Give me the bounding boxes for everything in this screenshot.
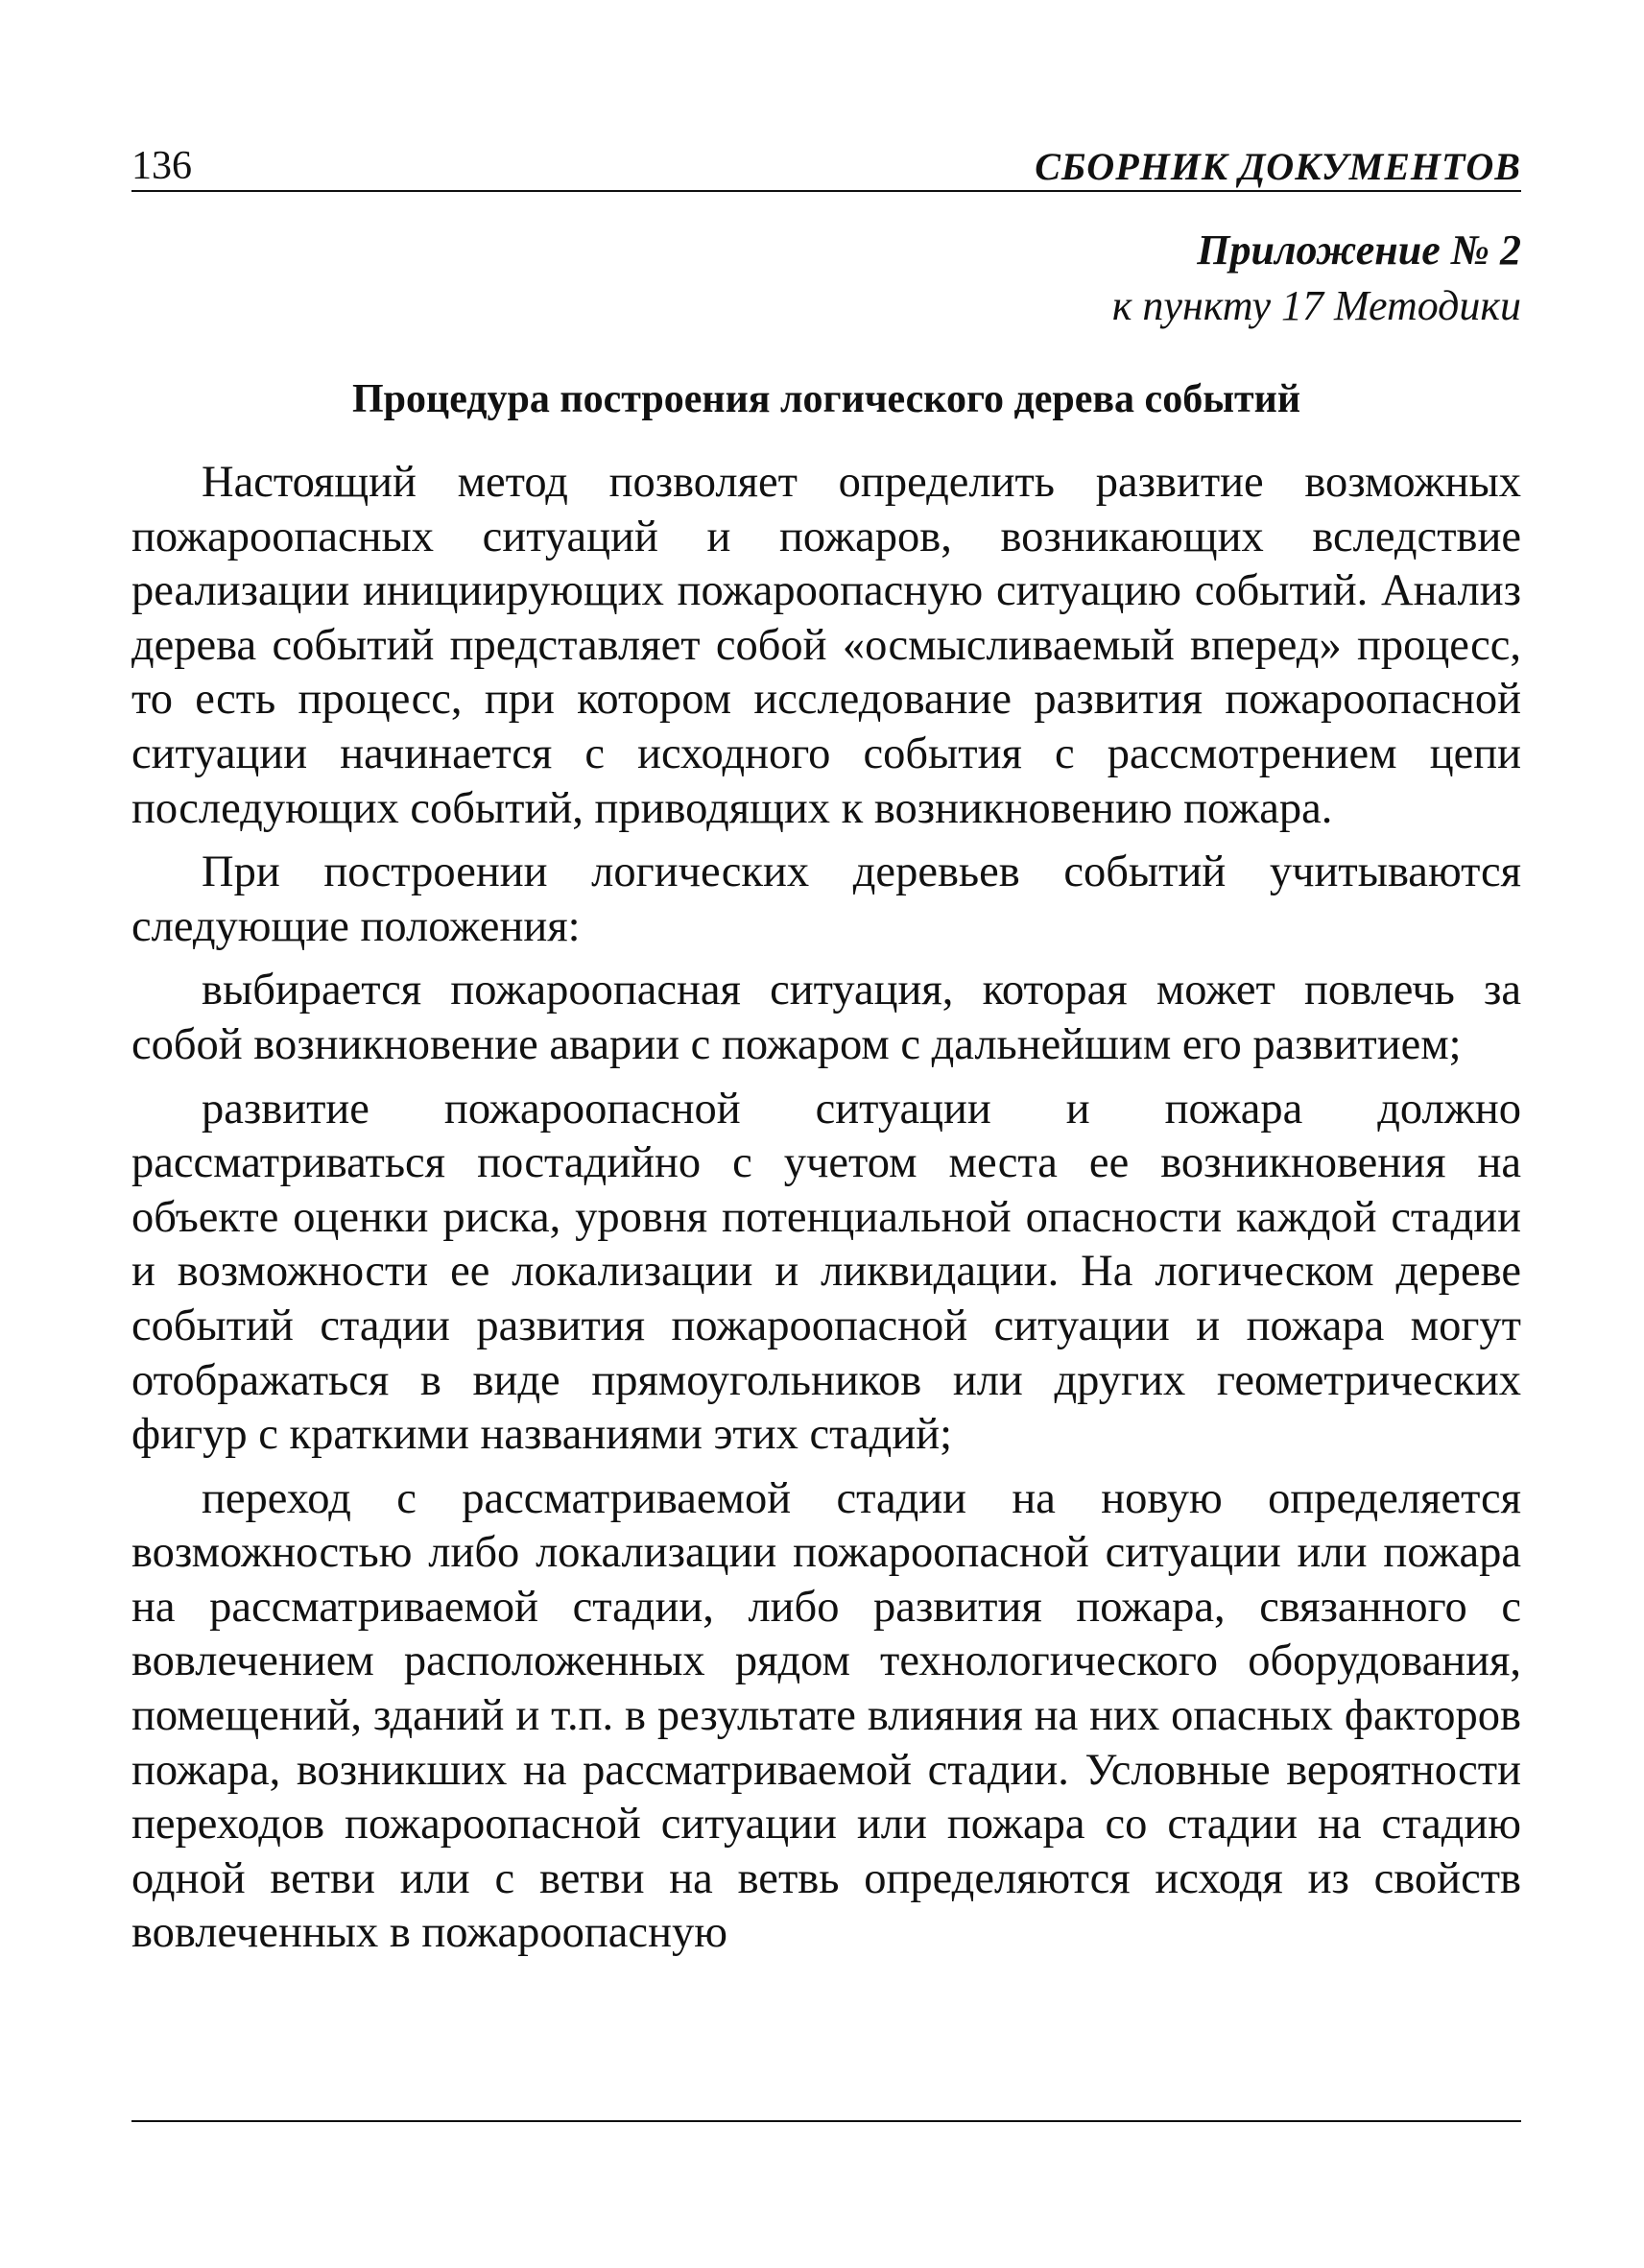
body-text — [131, 456, 1521, 1970]
collection-title: СБОРНИК ДОКУМЕНТОВ — [1035, 145, 1521, 188]
paragraph: выбирается пожароопасная ситуация, которая может повлечь за собой возникновение аварии с пожаром с дальнейшим его развитием; — [131, 966, 1521, 1069]
page-number: 136 — [131, 144, 192, 188]
paragraph: развитие пожароопасной ситуации и пожара должно рассматриваться постадийно с учетом места ее возникновения на объекте оценки риска, уровня потенциальной опасности каждой стадии и возможности ее локализации и ликвидации. На логическом дереве событий стадии развития пожароопасной ситуации и пожара могут отображаться в виде прямоугольников или других геометрических фигур с краткими названиями этих стадий; — [131, 1084, 1521, 1460]
running-head — [131, 134, 1521, 192]
paragraph: При построении логических деревьев событий учитываются следующие положения: — [131, 848, 1521, 951]
appendix-label — [1112, 223, 1521, 334]
appendix-reference: к пункту 17 Методики — [1111, 282, 1521, 329]
footer-divider — [131, 2120, 1521, 2122]
section-title: Процедура построения логического дерева событий — [351, 377, 1301, 421]
appendix-number: Приложение № 2 — [1197, 227, 1521, 274]
paragraph: Настоящий метод позволяет определить развитие возможных пожароопасных ситуаций и пожаров, возникающих вследствие реализации инициирующих пожароопасную ситуацию событий. Анализ дерева событий представляет собой «осмысливаемый вперед» процесс, то есть процесс, при котором исследование развития пожароопасной ситуации начинается с исходного события с рассмотрением цепи последующих событий, приводящих к возникновению пожара. — [131, 458, 1521, 833]
paragraph: переход с рассматриваемой стадии на новую определяется возможностью либо локализации пожароопасной ситуации или пожара на рассматриваемой стадии, либо развития пожара, связанного с вовлечением расположенных рядом технологического оборудования, помещений, зданий и т.п. в результате влияния на них опасных факторов пожара, возникших на рассматриваемой стадии. Условные вероятности переходов пожароопасной ситуации или пожара со стадии на стадию одной ветви или с ветви на ветвь определяются исходя из свойств вовлеченных в пожароопасную — [131, 1473, 1521, 1958]
